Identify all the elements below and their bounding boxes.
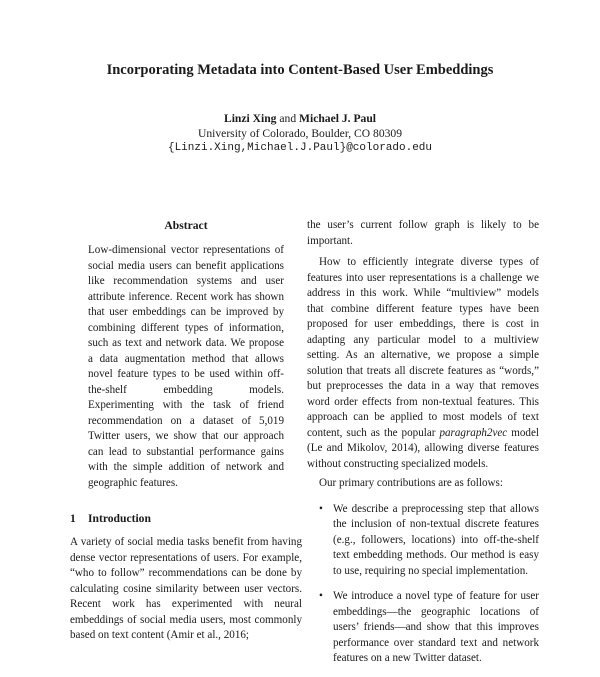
list-item-text: We introduce a novel type of feature for user embeddings—the geographic locations of users’ friends—and show that this improves performance over standard text and network features on a new Twitter dataset. [333,590,539,664]
intro-paragraph-2-text-end: model (Le and Mikolov, 2014), allowing diverse features without constructing specialized models. [307,426,539,470]
author-1: Linzi Xing [223,112,277,125]
model-name: paragraph2vec [439,426,508,439]
author-2: Michael J. Paul [299,112,377,125]
contribution-list [307,502,539,667]
author-conjunction: and [279,112,297,125]
left-column [70,218,302,644]
author-names [0,111,600,126]
intro-paragraph-2-text: How to efficiently integrate diverse types of features into user representations is a challenge we address in this work. While “multiview” models that combine different feature types have been proposed for user embeddings, there is cost in adapting any particular model to a multiview setting. As an alternative, we propose a simple solution that treats all discrete features as “words,” but preprocesses the data in a way that removes word order effects from non-textual features. This approach can be applied to most models of text content, such as the popular [307,256,539,439]
list-item-text: We describe a preprocessing step that allows the inclusion of non-textual discrete features (e.g., followers, locations) into off-the-shelf text embedding methods. Our method is easy to use, requiring no special implementation. [333,502,539,577]
section-heading-introduction [70,511,302,526]
section-number: 1 [70,512,76,525]
intro-paragraph-2 [307,255,539,472]
list-item [307,502,539,580]
affiliation: University of Colorado, Boulder, CO 80309 [197,127,403,140]
abstract-text: Low-dimensional vector representations of social media users can benefit applications like recommendation systems and user attribute inference. Recent work has shown that user embeddings can be improved by combining different types of information, such as text and network data. We propose a data augmentation method that allows novel feature types to be used within off-the-shelf embedding models. Experimenting with the task of friend recommendation on a dataset of 5,019 Twitter users, we show that our approach can lead to substantial performance gains with the simple addition of network and geographic features. [88,244,284,489]
intro-paragraph-continued: the user’s current follow graph is likely to be important. [307,219,539,247]
intro-paragraph-1: A variety of social media tasks benefit from having dense vector representations of users. For example, “who to follow” recommendations can be done by calculating cosine similarity between user vectors. Recent work has experimented with neural embeddings of social media users, most commonly based on text content (Amir et al., 2016; [70,536,302,641]
section-title: Introduction [88,512,151,525]
bullet-icon: • [319,502,323,515]
intro-paragraph-3: Our primary contributions are as follows: [319,477,503,489]
right-column [307,218,539,677]
abstract-heading: Abstract [164,219,208,232]
paper-title: Incorporating Metadata into Content-Based User Embeddings [106,62,494,78]
author-email: {Linzi.Xing,Michael.J.Paul}@colorado.edu [167,142,433,154]
list-item [307,589,539,667]
bullet-icon: • [319,590,323,602]
author-block [0,111,600,156]
